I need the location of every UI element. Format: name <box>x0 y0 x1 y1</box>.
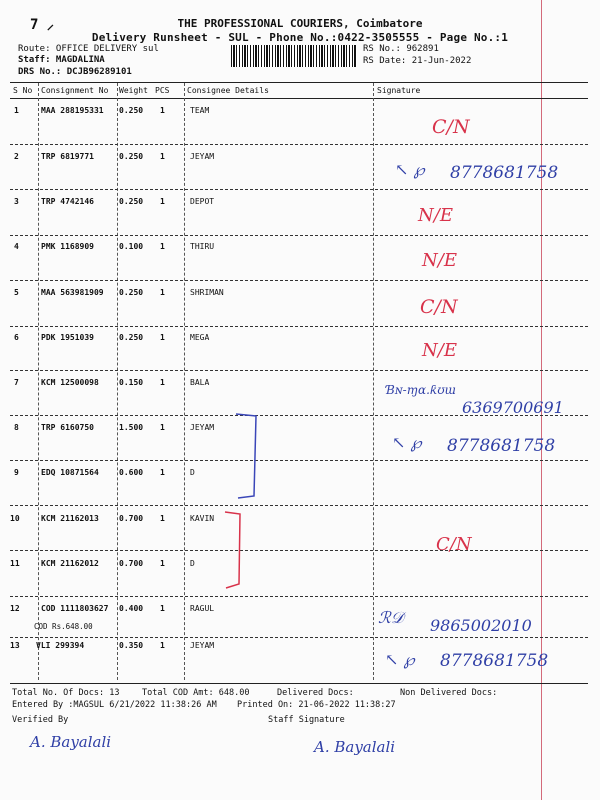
row-consignment: TRP 4742146 <box>41 197 94 206</box>
col-consignment: Consignment No <box>41 86 109 95</box>
row-consignment: COD 1111803627 <box>41 604 109 613</box>
col-consignee: Consignee Details <box>187 86 269 95</box>
row-signature: C/N <box>420 296 458 318</box>
row-sno: 9 <box>14 468 19 477</box>
row-sno: 3 <box>14 197 19 206</box>
rs-number: RS No.: 962891 <box>363 44 439 54</box>
signature-scribble-icon: ↖ ℘ <box>392 433 422 452</box>
barcode-icon <box>231 45 357 67</box>
row-consignee: MEGA <box>190 333 210 342</box>
row-sno: 1 <box>14 106 19 115</box>
row-signature: C/N <box>436 534 472 555</box>
row-sno: 10 <box>10 514 20 523</box>
row-sno: 8 <box>14 423 19 432</box>
row-pcs: 1 <box>160 197 165 206</box>
col-sno: S No <box>13 86 33 95</box>
row-sno: 11 <box>10 559 20 568</box>
drs-number: DRS No.: DCJB96289101 <box>18 67 132 77</box>
row-divider <box>10 505 588 506</box>
route-label: Route: OFFICE DELIVERY sul <box>18 44 159 54</box>
pen-mark-icon: 7 ⸝ <box>30 17 54 33</box>
row-signature: N/E <box>418 205 453 226</box>
runsheet-title: Delivery Runsheet - SUL - Phone No.:0422-3505555 - Page No.:1 <box>91 31 509 44</box>
row-divider <box>10 596 588 597</box>
row-weight: 0.350 <box>119 641 144 650</box>
row-sno: 4 <box>14 242 19 251</box>
row-consignment: EDQ 10871564 <box>41 468 99 477</box>
row-weight: 0.250 <box>119 288 144 297</box>
total-cod: Total COD Amt: 648.00 <box>142 688 250 698</box>
row-pcs: 1 <box>160 423 165 432</box>
row-signature: N/E <box>422 250 457 271</box>
row-sno: 7 <box>14 378 19 387</box>
row-signature: 6369700691 <box>462 398 564 417</box>
row-weight: 0.250 <box>119 152 144 161</box>
row-consignee: JEYAM <box>190 423 215 432</box>
row-weight: 0.700 <box>119 514 144 523</box>
col-weight: Weight <box>119 86 148 95</box>
row-sno: 5 <box>14 288 19 297</box>
row-weight: 0.150 <box>119 378 144 387</box>
company-title: THE PROFESSIONAL COURIERS, Coimbatore <box>177 17 423 30</box>
row-signature: C/N <box>432 116 470 138</box>
row-sno: 6 <box>14 333 19 342</box>
handwritten-name-icon: Ɓɴ‐ɱɑ.ƙʊɯ <box>386 383 457 397</box>
total-docs: Total No. Of Docs: 13 <box>12 688 120 698</box>
row-divider <box>10 235 588 236</box>
row-consignment: KCM 21162012 <box>41 559 99 568</box>
row-divider <box>10 415 588 416</box>
rs-date: RS Date: 21-Jun-2022 <box>363 56 472 66</box>
row-divider <box>10 189 588 190</box>
row-consignee: DEPOT <box>190 197 215 206</box>
row-divider <box>10 326 588 327</box>
bracket-mark-icon <box>222 508 246 592</box>
header-bottom-rule <box>10 98 588 99</box>
row-sno: 13 <box>10 641 20 650</box>
row-divider <box>10 370 588 371</box>
row-consignee: JEYAM <box>190 641 215 650</box>
cod-note: COD Rs.648.00 <box>34 622 93 631</box>
row-weight: 0.250 <box>119 106 144 115</box>
row-signature: 8778681758 <box>450 163 559 183</box>
row-weight: 0.400 <box>119 604 144 613</box>
row-weight: 0.250 <box>119 333 144 342</box>
signature-scribble-icon: ℛ𝒟 <box>378 608 404 627</box>
row-consignment: KCM 21162013 <box>41 514 99 523</box>
row-weight: 0.250 <box>119 197 144 206</box>
row-pcs: 1 <box>160 514 165 523</box>
row-consignee: BALA <box>190 378 210 387</box>
row-weight: 0.100 <box>119 242 144 251</box>
row-weight: 0.700 <box>119 559 144 568</box>
col-divider <box>184 83 185 680</box>
row-consignee: D <box>190 559 195 568</box>
col-signature: Signature <box>377 86 421 95</box>
col-pcs: PCS <box>155 86 170 95</box>
col-divider <box>38 83 39 680</box>
row-consignee: RAGUL <box>190 604 215 613</box>
staff-signature-label: Staff Signature <box>268 715 345 725</box>
row-divider <box>10 280 588 281</box>
row-divider <box>10 144 588 145</box>
row-consignee: TEAM <box>190 106 210 115</box>
row-pcs: 1 <box>160 288 165 297</box>
row-divider <box>10 637 588 638</box>
row-consignment: TRP 6160750 <box>41 423 94 432</box>
row-consignee: D <box>190 468 195 477</box>
row-pcs: 1 <box>160 559 165 568</box>
table-bottom-rule <box>10 683 588 684</box>
row-signature: 8778681758 <box>447 436 556 456</box>
bracket-mark-icon <box>232 410 262 502</box>
row-pcs: 1 <box>160 468 165 477</box>
row-consignment: KCM 12500098 <box>41 378 99 387</box>
row-pcs: 1 <box>160 604 165 613</box>
row-consignment: MAA 563981909 <box>41 288 104 297</box>
non-delivered-docs: Non Delivered Docs: <box>400 688 498 698</box>
row-pcs: 1 <box>160 333 165 342</box>
row-consignment: TRP 6819771 <box>41 152 94 161</box>
printed-on: Printed On: 21-06-2022 11:38:27 <box>237 700 396 710</box>
verified-by-label: Verified By <box>12 715 69 725</box>
row-signature: 8778681758 <box>440 651 549 671</box>
row-consignment: PMK 1168909 <box>41 242 94 251</box>
row-pcs: 1 <box>160 106 165 115</box>
row-consignee: JEYAM <box>190 152 215 161</box>
row-signature: 9865002010 <box>430 616 532 635</box>
row-pcs: 1 <box>160 242 165 251</box>
row-weight: 0.600 <box>119 468 144 477</box>
col-divider <box>117 83 118 680</box>
row-weight: 1.500 <box>119 423 144 432</box>
row-pcs: 1 <box>160 152 165 161</box>
col-divider <box>373 83 374 680</box>
row-consignee: KAVIN <box>190 514 215 523</box>
row-signature: N/E <box>422 340 457 361</box>
row-consignee: THIRU <box>190 242 215 251</box>
row-divider <box>10 550 588 551</box>
row-consignment: VLI 299394 <box>36 641 85 650</box>
row-consignee: SHRIMAN <box>190 288 224 297</box>
staff-signature: A. Bayalali <box>314 738 396 756</box>
row-pcs: 1 <box>160 378 165 387</box>
row-sno: 2 <box>14 152 19 161</box>
verifier-signature: A. Bayalali <box>30 733 112 751</box>
table-top-rule <box>10 82 588 83</box>
entered-by: Entered By :MAGSUL 6/21/2022 11:38:26 AM <box>12 700 217 710</box>
row-sno: 12 <box>10 604 20 613</box>
signature-scribble-icon: ↖ ℘ <box>385 650 415 669</box>
signature-scribble-icon: ↖ ℘ <box>395 160 425 179</box>
staff-label: Staff: MAGDALINA <box>18 55 105 65</box>
row-divider <box>10 460 588 461</box>
delivered-docs: Delivered Docs: <box>277 688 354 698</box>
row-consignment: PDK 1951039 <box>41 333 94 342</box>
row-pcs: 1 <box>160 641 165 650</box>
row-consignment: MAA 288195331 <box>41 106 104 115</box>
